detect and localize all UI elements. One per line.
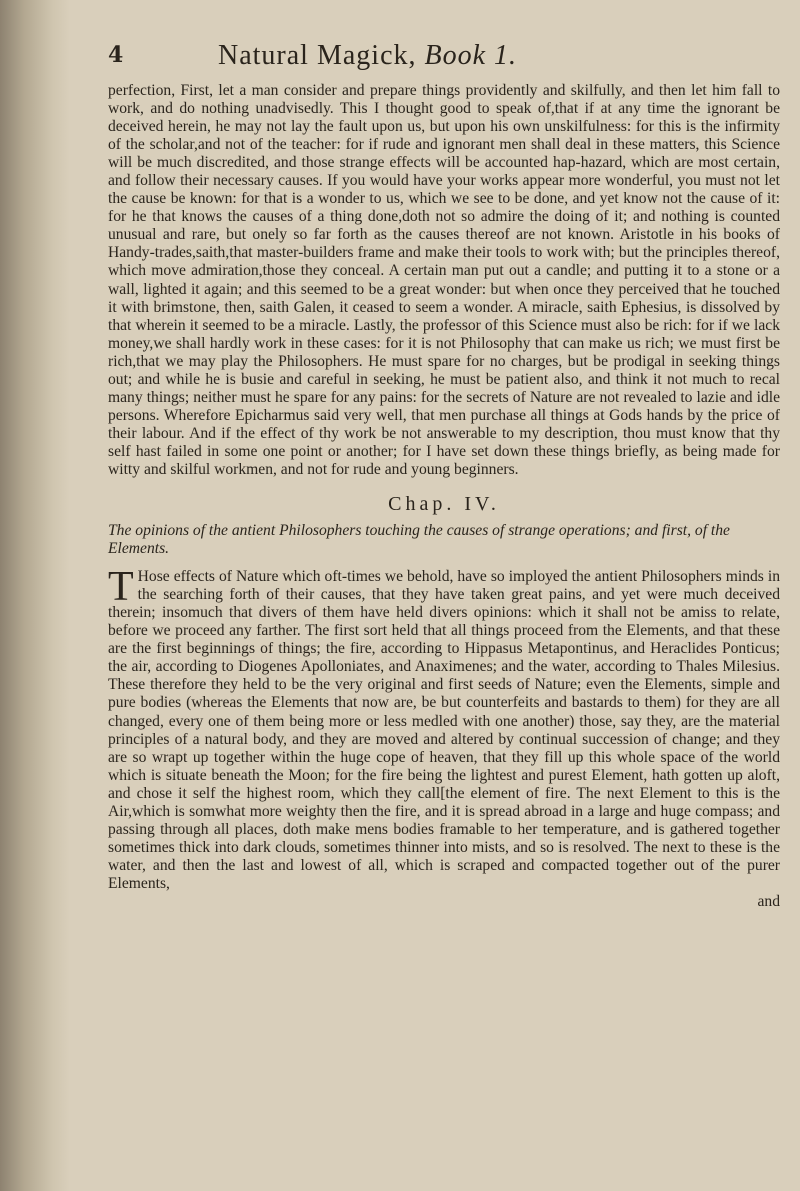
running-title-text: Natural Magick,	[218, 40, 417, 71]
running-title	[218, 40, 517, 72]
page-header	[108, 40, 780, 80]
book-page	[108, 40, 780, 1170]
chapter-summary: The opinions of the antient Philosophers touching the causes of strange operations; and first, of the Elements.	[108, 522, 730, 558]
paragraph-continuation: perfection, First, let a man consider and prepare things providently and skilfully, and then let him fall to work, and do nothing unadvisedly. This I thought good to speak of,that if at any time the ignorant be deceived herein, he may not lay the fault upon us, but upon his own unskilfulness: for this is the infirmity of the scholar,and not of the teacher: for if rude and ignorant men shall deal in these matters, this Science will be much discredited, and those strange effects will be accounted hap-hazard, which are most certain, and follow their necessary causes. If you would have your works appear more wonderful, you must not let the cause be known: for that is a wonder to us, which we see to be done, and yet know not the cause of it: for he that knows the causes of a thing done,doth not so admire the doing of it; and nothing is counted unusual and rare, but onely so far forth as the causes thereof are not known. Aristotle in his books of Handy-trades,saith,that master-builders frame and make their tools to work with; but the principles thereof, which move admiration,those they conceal. A certain man put out a candle; and putting it to a stone or a wall, lighted it again; and this seemed to be a great wonder: but when once they perceived that he touched it with brimstone, then, saith Galen, it ceased to seem a wonder. A miracle, saith Ephesius, is dissolved by that wherein it seemed to be a miracle. Lastly, the professor of this Science must also be rich: for if we lack money,we shall hardly work in these cases: for it is not Philosophy that can make us rich; we must first be rich,that we may play the Philosophers. He must spare for no charges, but be prodigal in seeking things out; and while he is busie and careful in seeking, he must be patient also, and think it not much to recal many things; neither must he spare for any pains: for the secrets of Nature are not revealed to lazie and idle persons. Wherefore Epicharmus said very well, that men purchase all things at Gods hands by the price of their labour. And if the effect of thy work be not answerable to my description, thou must know that thy self hast failed in some one point or another; for I have set down these things briefly, as being made for witty and skilful workmen, and not for rude and young beginners.	[108, 82, 780, 478]
page-gutter-shadow	[0, 0, 70, 1191]
paragraph-chapter-4	[108, 564, 780, 893]
book-label: Book 1.	[424, 40, 518, 71]
paragraph-chapter-4-text: Hose effects of Nature which oft-times we behold, have so imployed the antient Philosophers minds in the searching forth of their causes, that they have taken great pains, and yet were much deceived therein; insomuch that divers of them have held divers opinions: which it shall not be amiss to relate, before we proceed any farther. The first sort held that all things proceed from the Elements, and that these are the first beginnings of things; the fire, according to Hippasus Metapontinus, and Heraclides Ponticus; the air, according to Diogenes Apolloniates, and Anaximenes; and the water, according to Thales Milesius. These therefore they held to be the very original and first seeds of Nature; even the Elements, simple and pure bodies (whereas the Elements that now are, be but counterfeits and bastards to them) for they are all changed, every one of them being more or less medled with one another) those, say they, are the material principles of a natural body, and they are moved and altered by continual succession of change; and they are so wrapt up together within the huge cope of heaven, that they fill up this whole space of the world which is situate beneath the Moon; for the fire being the lightest and purest Element, hath gotten up aloft, and chose it self the highest room, which they call[the element of fire. The next Element to this is the Air,which is somwhat more weighty then the fire, and it is spread abroad in a large and huge compass; and passing through all places, doth make mens bodies framable to her temperature, and is gathered together sometimes thick into dark clouds, sometimes thinner into mists, and so is resolved. The next to these is the water, and then the last and lowest of all, which is scraped and compacted together out of the purer Elements,	[108, 568, 780, 892]
drop-cap: T	[108, 564, 134, 611]
page-number: 4	[108, 42, 124, 68]
chapter-heading: Chap. IV.	[388, 493, 500, 516]
catchword: and	[757, 892, 780, 910]
